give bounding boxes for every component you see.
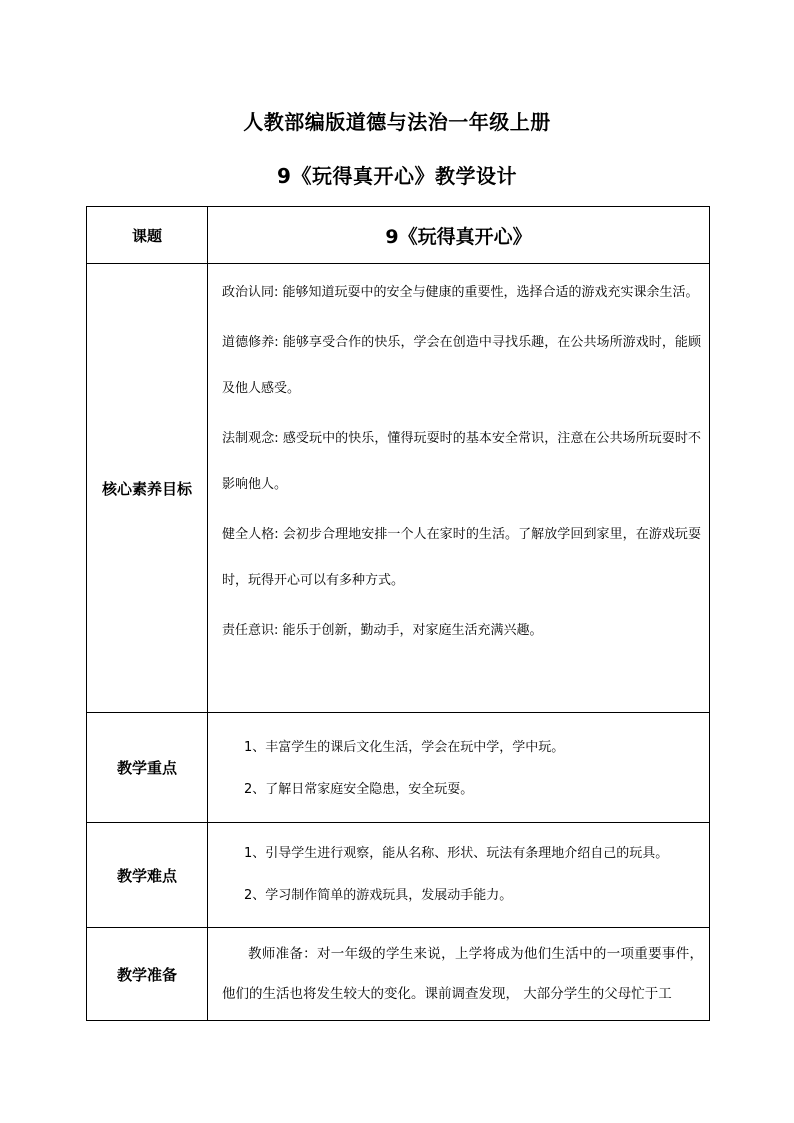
label-preparation: 教学准备: [87, 928, 208, 1021]
lesson-plan-table: [86, 206, 710, 1021]
table-row-preparation: [87, 928, 710, 1021]
goal-responsibility: 责任意识: 能乐于创新，勤动手，对家庭生活充满兴趣。: [222, 623, 543, 638]
difficult-point-item: 1、引导学生进行观察，能从名称、形状、玩法有条理地介绍自己的玩具。: [244, 846, 669, 861]
table-row-difficult-points: [87, 823, 710, 928]
label-difficult-points: 教学难点: [87, 823, 208, 928]
core-goals-content: [208, 264, 710, 713]
label-key-points: 教学重点: [87, 713, 208, 823]
key-point-item: 1、丰富学生的课后文化生活，学会在玩中学，学中玩。: [244, 740, 565, 755]
preparation-content: [208, 928, 710, 1021]
table-row-topic: [87, 207, 710, 264]
table-row-key-points: [87, 713, 710, 823]
goal-political: 政治认同: 能够知道玩耍中的安全与健康的重要性，选择合适的游戏充实课余生活。: [222, 285, 699, 300]
table-row-core-goals: [87, 264, 710, 713]
key-point-item: 2、了解日常家庭安全隐患，安全玩耍。: [244, 782, 474, 797]
goal-legal: 法制观念: 感受玩中的快乐，懂得玩耍时的基本安全常识，注意在公共场所玩耍时不影响他人。: [222, 431, 701, 492]
difficult-point-item: 2、学习制作简单的游戏玩具，发展动手能力。: [244, 888, 513, 903]
value-topic: 9《玩得真开心》: [208, 207, 710, 264]
label-core-goals: 核心素养目标: [87, 264, 208, 713]
goal-moral: 道德修养: 能够享受合作的快乐，学会在创造中寻找乐趣，在公共场所游戏时，能顾及他人感受。: [222, 335, 701, 396]
document-title: 人教部编版道德与法治一年级上册: [243, 110, 551, 134]
label-topic: 课题: [87, 207, 208, 264]
document-subtitle: 9《玩得真开心》教学设计: [277, 164, 517, 188]
preparation-text: 教师准备：对一年级的学生来说，上学将成为他们生活中的一项重要事件，他们的生活也将发生较大的变化。课前调查发现， 大部分学生的父母忙于工: [222, 946, 703, 1002]
goal-personality: 健全人格: 会初步合理地安排一个人在家时的生活。了解放学回到家里，在游戏玩耍时，玩得开心可以有多种方式。: [222, 527, 701, 588]
key-points-content: [208, 713, 710, 823]
difficult-points-content: [208, 823, 710, 928]
